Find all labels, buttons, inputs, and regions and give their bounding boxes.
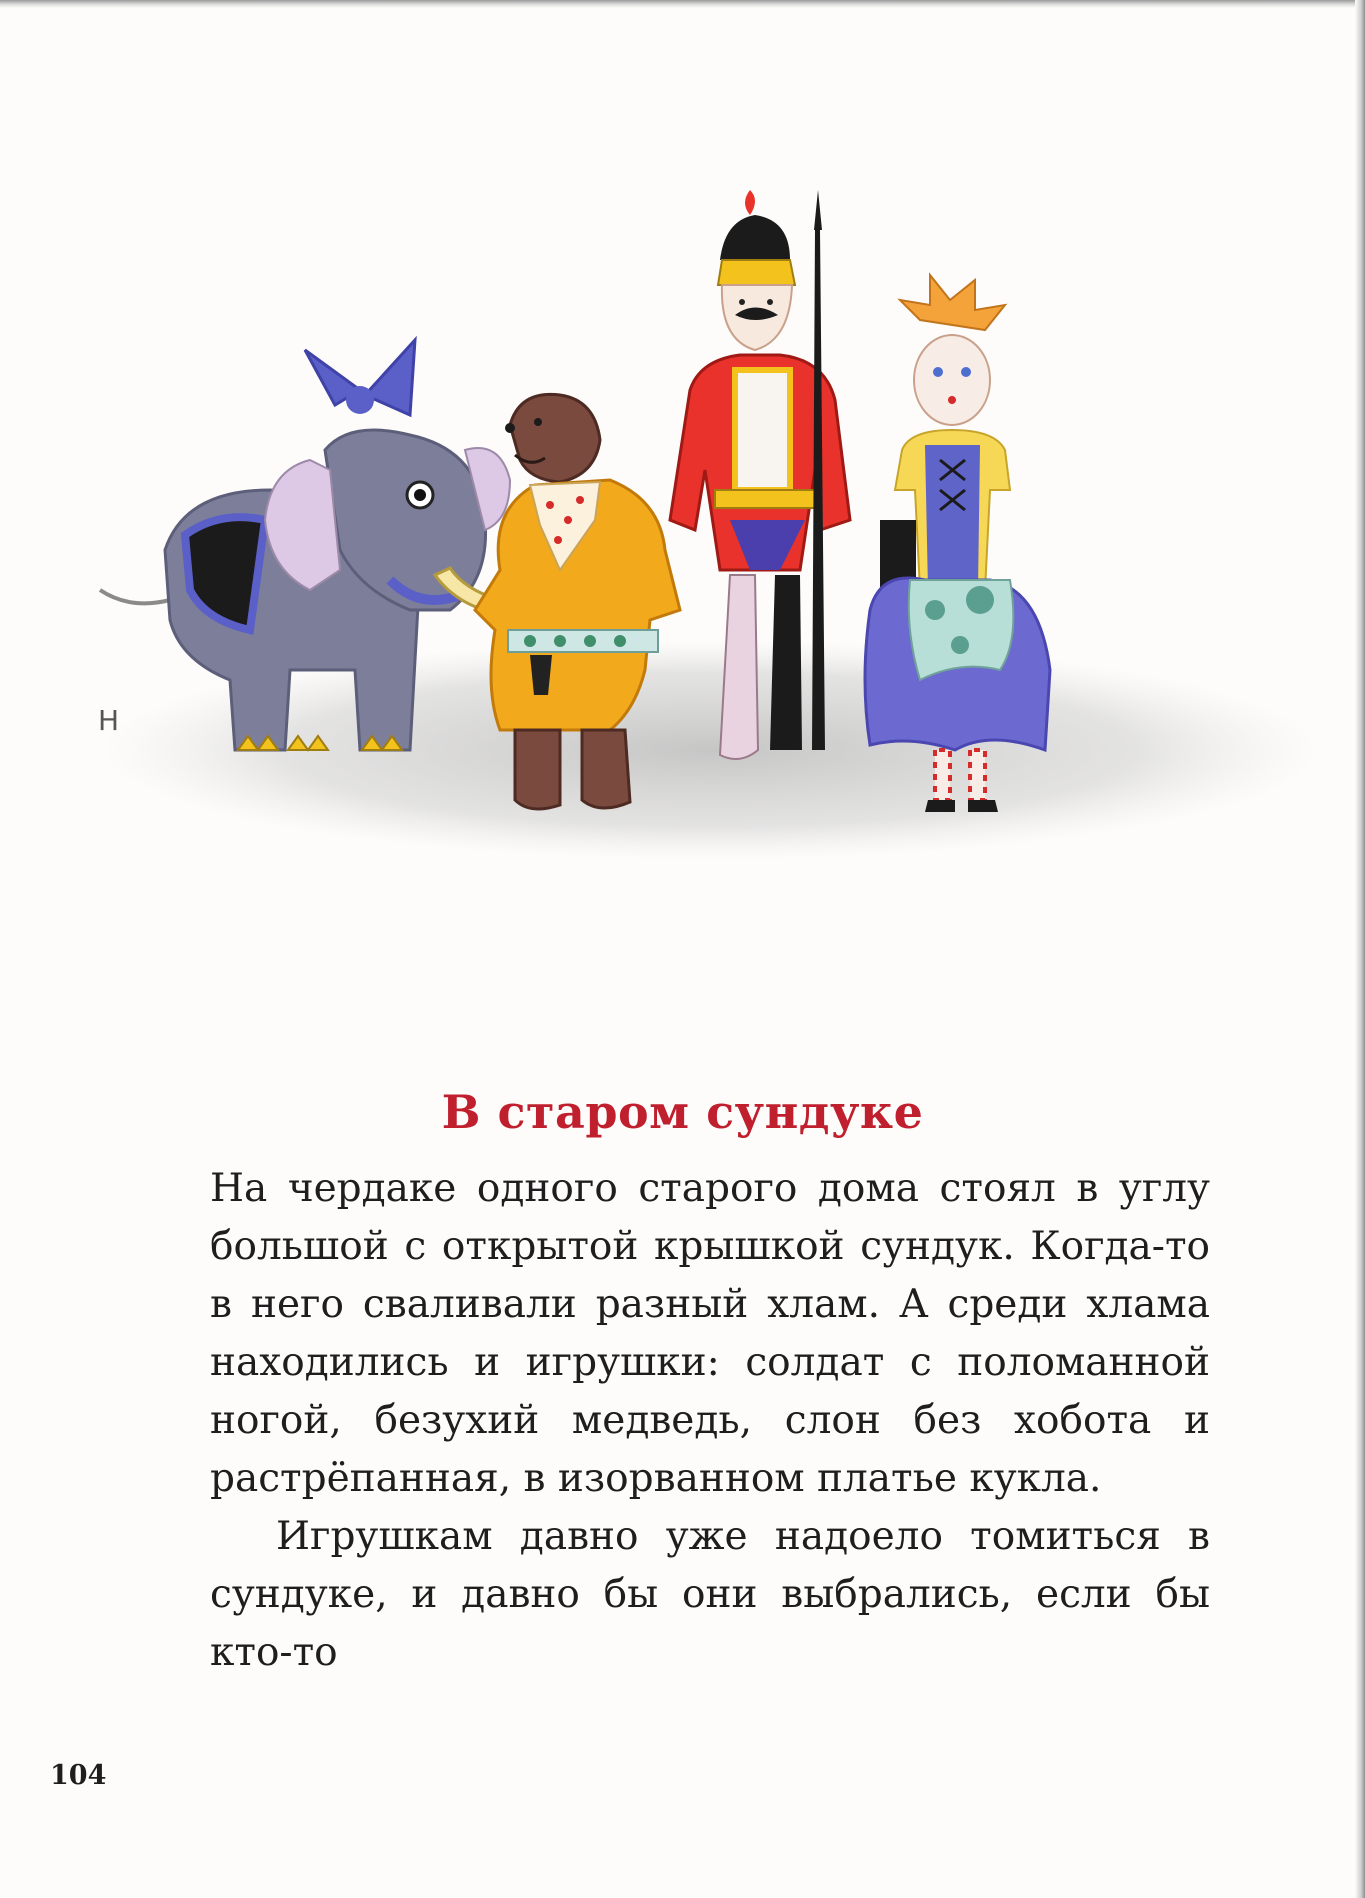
chapter-body bbox=[210, 1160, 1210, 1682]
artist-signature: Н bbox=[98, 704, 120, 737]
paragraph-2: Игрушкам давно уже надоело томиться в сундуке, и давно бы они выбрались, если бы кто-то bbox=[210, 1514, 1210, 1675]
doll-figure bbox=[865, 275, 1050, 812]
page-number: 104 bbox=[50, 1760, 107, 1791]
chapter-title: В старом сундуке bbox=[441, 1084, 924, 1139]
page-edge-top bbox=[0, 0, 1365, 8]
paragraph-1: На чердаке одного старого дома стоял в углу большой с открытой крышкой сундук. Когда-то в него сваливали разный хлам. А среди хлама находились и игрушки: солдат с поломанной ногой, безухий медведь, слон без хобота и растрёпанная, в изорванном платье кукла. bbox=[210, 1166, 1210, 1501]
toys-illustration bbox=[90, 190, 1330, 910]
page-edge-right bbox=[1355, 0, 1365, 1898]
